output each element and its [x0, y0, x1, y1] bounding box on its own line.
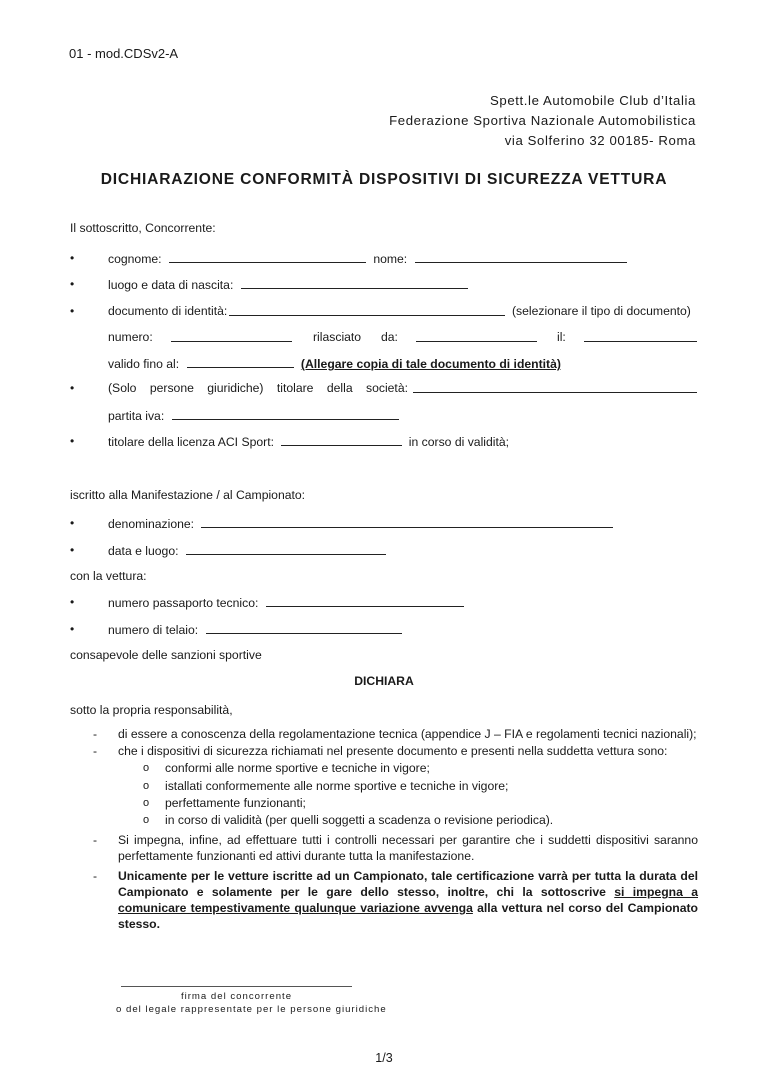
documento-fill-line[interactable]: [229, 304, 505, 316]
field-data-luogo-label: data e luogo:: [108, 544, 179, 558]
circle-bullet-icon: o: [143, 780, 150, 792]
documento-note: (selezionare il tipo di documento): [512, 304, 691, 318]
valido-fill-line[interactable]: [187, 356, 294, 368]
field-licenza-label: titolare della licenza ACI Sport:: [108, 435, 274, 449]
denominazione-fill-line[interactable]: [201, 516, 613, 528]
circle-bullet-icon: o: [143, 814, 150, 826]
signature-caption-2: o del legale rappresentate per le persone giuridiche: [116, 1004, 387, 1015]
bullet-icon: •: [70, 251, 75, 265]
numero-fill-line[interactable]: [171, 330, 292, 342]
dash-icon: -: [93, 833, 98, 847]
allegare-note: (Allegare copia di tale documento di identità): [300, 357, 561, 371]
intro-text: Il sottoscritto, Concorrente:: [70, 221, 216, 235]
field-data-luogo-row: [108, 543, 386, 558]
field-passaporto-label: numero passaporto tecnico:: [108, 596, 259, 610]
bullet-icon: •: [70, 543, 75, 557]
declaration-4-part-a: Unicamente per le vetture iscritte ad un Campionato, tale certificazione varrà per tutta la durata del Campionato e solamente per le gare dello stesso, inoltre, chi la sottoscrive: [118, 869, 698, 899]
responsabilita-text: sotto la propria responsabilità,: [70, 703, 233, 717]
field-documento-label: documento di identità:: [108, 304, 228, 318]
field-nome-label: nome:: [373, 252, 408, 266]
manifestazione-label: iscritto alla Manifestazione / al Campionato:: [70, 488, 306, 502]
passaporto-fill-line[interactable]: [266, 595, 464, 607]
telaio-fill-line[interactable]: [206, 622, 402, 634]
field-valido-label: valido fino al:: [108, 357, 180, 371]
bullet-icon: •: [70, 622, 75, 636]
field-passaporto-row: [108, 595, 464, 610]
sub-item-1: conformi alle norme sportive e tecniche in vigore;: [165, 761, 430, 775]
declaration-3: Si impegna, infine, ad effettuare tutti i controlli necessari per garantire che i suddetti dispositivi saranno perfettamente funzionanti ed attivi durante tutta la manifestazione.: [118, 833, 698, 863]
in-corso-text: in corso di validità;: [408, 435, 510, 449]
field-denominazione-label: denominazione:: [108, 517, 195, 531]
declaration-1: di essere a conoscenza della regolamentazione tecnica (appendice J – FIA e regolamenti tecnici nazionali);: [118, 727, 697, 741]
field-societa-label: (Solo persone giuridiche) titolare della società:: [108, 381, 408, 395]
licenza-fill-line[interactable]: [281, 434, 402, 446]
dash-icon: -: [93, 727, 98, 741]
piva-fill-line[interactable]: [172, 408, 399, 420]
societa-fill-line[interactable]: [413, 381, 697, 393]
field-il-label: il:: [557, 330, 566, 344]
dash-icon: -: [93, 869, 98, 883]
field-piva-label: partita iva:: [108, 409, 165, 423]
field-piva-row: [108, 408, 399, 423]
page-number: 1/3: [375, 1051, 393, 1065]
consapevole-text: consapevole delle sanzioni sportive: [70, 648, 262, 662]
il-fill-line[interactable]: [584, 330, 697, 342]
vettura-label: con la vettura:: [70, 569, 147, 583]
circle-bullet-icon: o: [143, 797, 150, 809]
field-luogo-row: [108, 277, 468, 292]
cognome-fill-line[interactable]: [169, 251, 366, 263]
field-cognome-label: cognome:: [108, 252, 162, 266]
declaration-2: che i dispositivi di sicurezza richiamati nel presente documento e presenti nella suddetta vettura sono:: [118, 744, 668, 758]
sub-item-4: in corso di validità (per quelli soggetti a scadenza o revisione periodica).: [165, 813, 554, 827]
signature-caption-1: firma del concorrente: [180, 991, 293, 1002]
declaration-4-part-b: alla vettura nel corso del Campionato stesso.: [118, 901, 698, 931]
bullet-icon: •: [70, 277, 75, 291]
bullet-icon: •: [70, 381, 75, 395]
signature-line[interactable]: [121, 986, 352, 987]
data-luogo-fill-line[interactable]: [186, 543, 386, 555]
rilasciato-fill-line[interactable]: [416, 330, 537, 342]
bullet-icon: •: [70, 595, 75, 609]
dash-icon: -: [93, 744, 98, 758]
field-rilasciato-label: rilasciato: [313, 330, 362, 344]
bullet-icon: •: [70, 434, 75, 448]
field-valido-row: [108, 356, 561, 371]
sub-item-3: perfettamente funzionanti;: [165, 796, 306, 810]
field-telaio-row: [108, 622, 402, 637]
form-code: 01 - mod.CDSv2-A: [69, 46, 179, 61]
field-licenza-row: [108, 434, 509, 449]
declaration-4: [118, 868, 698, 932]
declaration-4-underlined: si impegna a comunicare tempestivamente qualunque variazione avvenga: [118, 885, 698, 915]
recipient-line-2: Federazione Sportiva Nazionale Automobilistica: [389, 113, 696, 128]
document-title: DICHIARAZIONE CONFORMITÀ DISPOSITIVI DI SICUREZZA VETTURA: [100, 171, 668, 188]
dichiara-heading: DICHIARA: [354, 674, 414, 688]
field-numero-label: numero:: [108, 330, 153, 344]
recipient-line-3: via Solferino 32 00185- Roma: [504, 133, 696, 148]
circle-bullet-icon: o: [143, 762, 150, 774]
field-cognome-row: [108, 251, 627, 266]
nome-fill-line[interactable]: [415, 251, 627, 263]
field-denominazione-row: [108, 516, 613, 531]
recipient-line-1: Spett.le Automobile Club d’Italia: [489, 93, 696, 108]
sub-item-2: istallati conformemente alle norme sportive e tecniche in vigore;: [165, 779, 509, 793]
luogo-fill-line[interactable]: [241, 277, 468, 289]
field-telaio-label: numero di telaio:: [108, 623, 199, 637]
field-da-label: da:: [381, 330, 398, 344]
bullet-icon: •: [70, 516, 75, 530]
field-luogo-label: luogo e data di nascita:: [108, 278, 234, 292]
bullet-icon: •: [70, 304, 75, 318]
